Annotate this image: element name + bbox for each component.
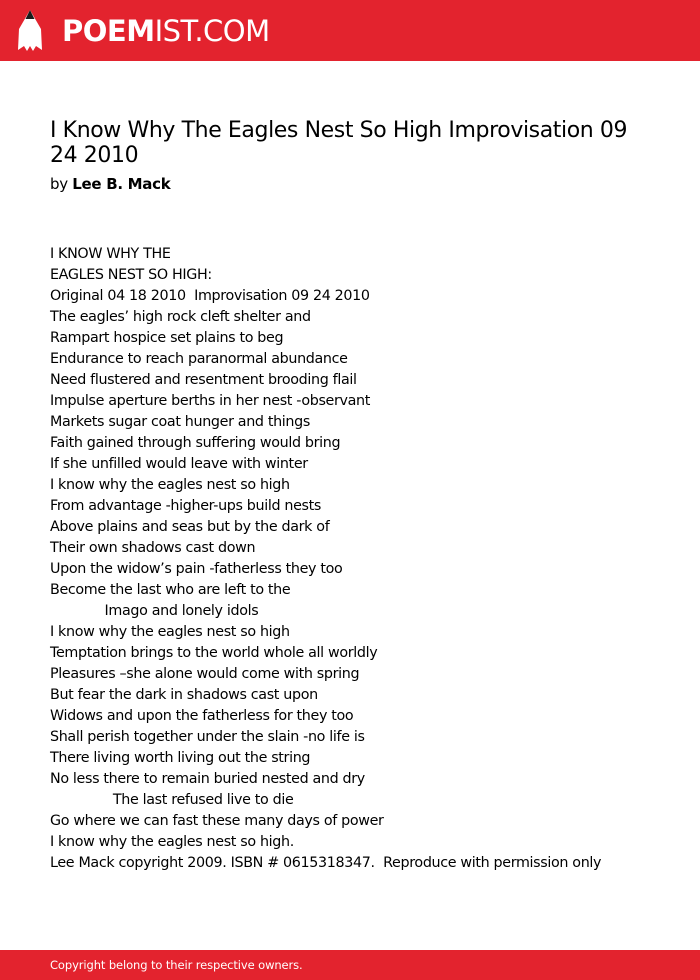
footer-bar	[0, 950, 700, 980]
poem-line: Pleasures –she alone would come with spring	[50, 666, 360, 682]
poem-line: If she unfilled would leave with winter	[50, 456, 308, 472]
site-logo[interactable]	[62, 11, 270, 51]
poem-line: Upon the widow’s pain -fatherless they too	[50, 561, 343, 577]
brand-bold: POEM	[62, 14, 155, 48]
poem-line: There living worth living out the string	[50, 750, 311, 766]
brand-regular: IST.COM	[154, 14, 270, 48]
poem-line: Rampart hospice set plains to beg	[50, 330, 284, 346]
poem-line: Faith gained through suffering would bring	[50, 435, 341, 451]
poem-line: Temptation brings to the world whole all worldly	[50, 645, 378, 661]
poem-line: Original 04 18 2010 Improvisation 09 24 2010	[50, 288, 370, 304]
poem-line: Above plains and seas but by the dark of	[50, 519, 330, 535]
poem-line: Lee Mack copyright 2009. ISBN # 0615318347. Reproduce with permission only	[50, 855, 602, 871]
poem-line: But fear the dark in shadows cast upon	[50, 687, 318, 703]
byline	[50, 174, 170, 194]
pencil-tip-icon	[16, 9, 44, 53]
header-bar	[0, 0, 700, 61]
poem-line: Markets sugar coat hunger and things	[50, 414, 310, 430]
poem-body	[50, 244, 670, 874]
poem-line: Endurance to reach paranormal abundance	[50, 351, 348, 367]
poem-line: I know why the eagles nest so high	[50, 477, 290, 493]
poem-line: Go where we can fast these many days of power	[50, 813, 384, 829]
poem-line: Widows and upon the fatherless for they too	[50, 708, 354, 724]
poem-line: No less there to remain buried nested and dry	[50, 771, 365, 787]
author-name: Lee B. Mack	[72, 175, 171, 193]
poem-line: The eagles’ high rock cleft shelter and	[50, 309, 311, 325]
poem-line: Need flustered and resentment brooding flail	[50, 372, 357, 388]
poem-title: I Know Why The Eagles Nest So High Improvisation 09 24 2010	[50, 118, 628, 168]
poem-line: Become the last who are left to the	[50, 582, 291, 598]
poem-line: I know why the eagles nest so high.	[50, 834, 294, 850]
poem-line: The last refused live to die	[50, 792, 294, 808]
copyright-notice: Copyright belong to their respective owners.	[50, 958, 303, 972]
poem-line: Their own shadows cast down	[50, 540, 256, 556]
poem-line: Imago and lonely idols	[50, 603, 259, 619]
poem-line: From advantage -higher-ups build nests	[50, 498, 322, 514]
poem-line: I know why the eagles nest so high	[50, 624, 290, 640]
poem-line: Shall perish together under the slain -no life is	[50, 729, 365, 745]
by-label: by	[50, 175, 68, 193]
poem-line: I KNOW WHY THE	[50, 246, 171, 262]
poem-line: Impulse aperture berths in her nest -observant	[50, 393, 371, 409]
poem-line: EAGLES NEST SO HIGH:	[50, 267, 212, 283]
